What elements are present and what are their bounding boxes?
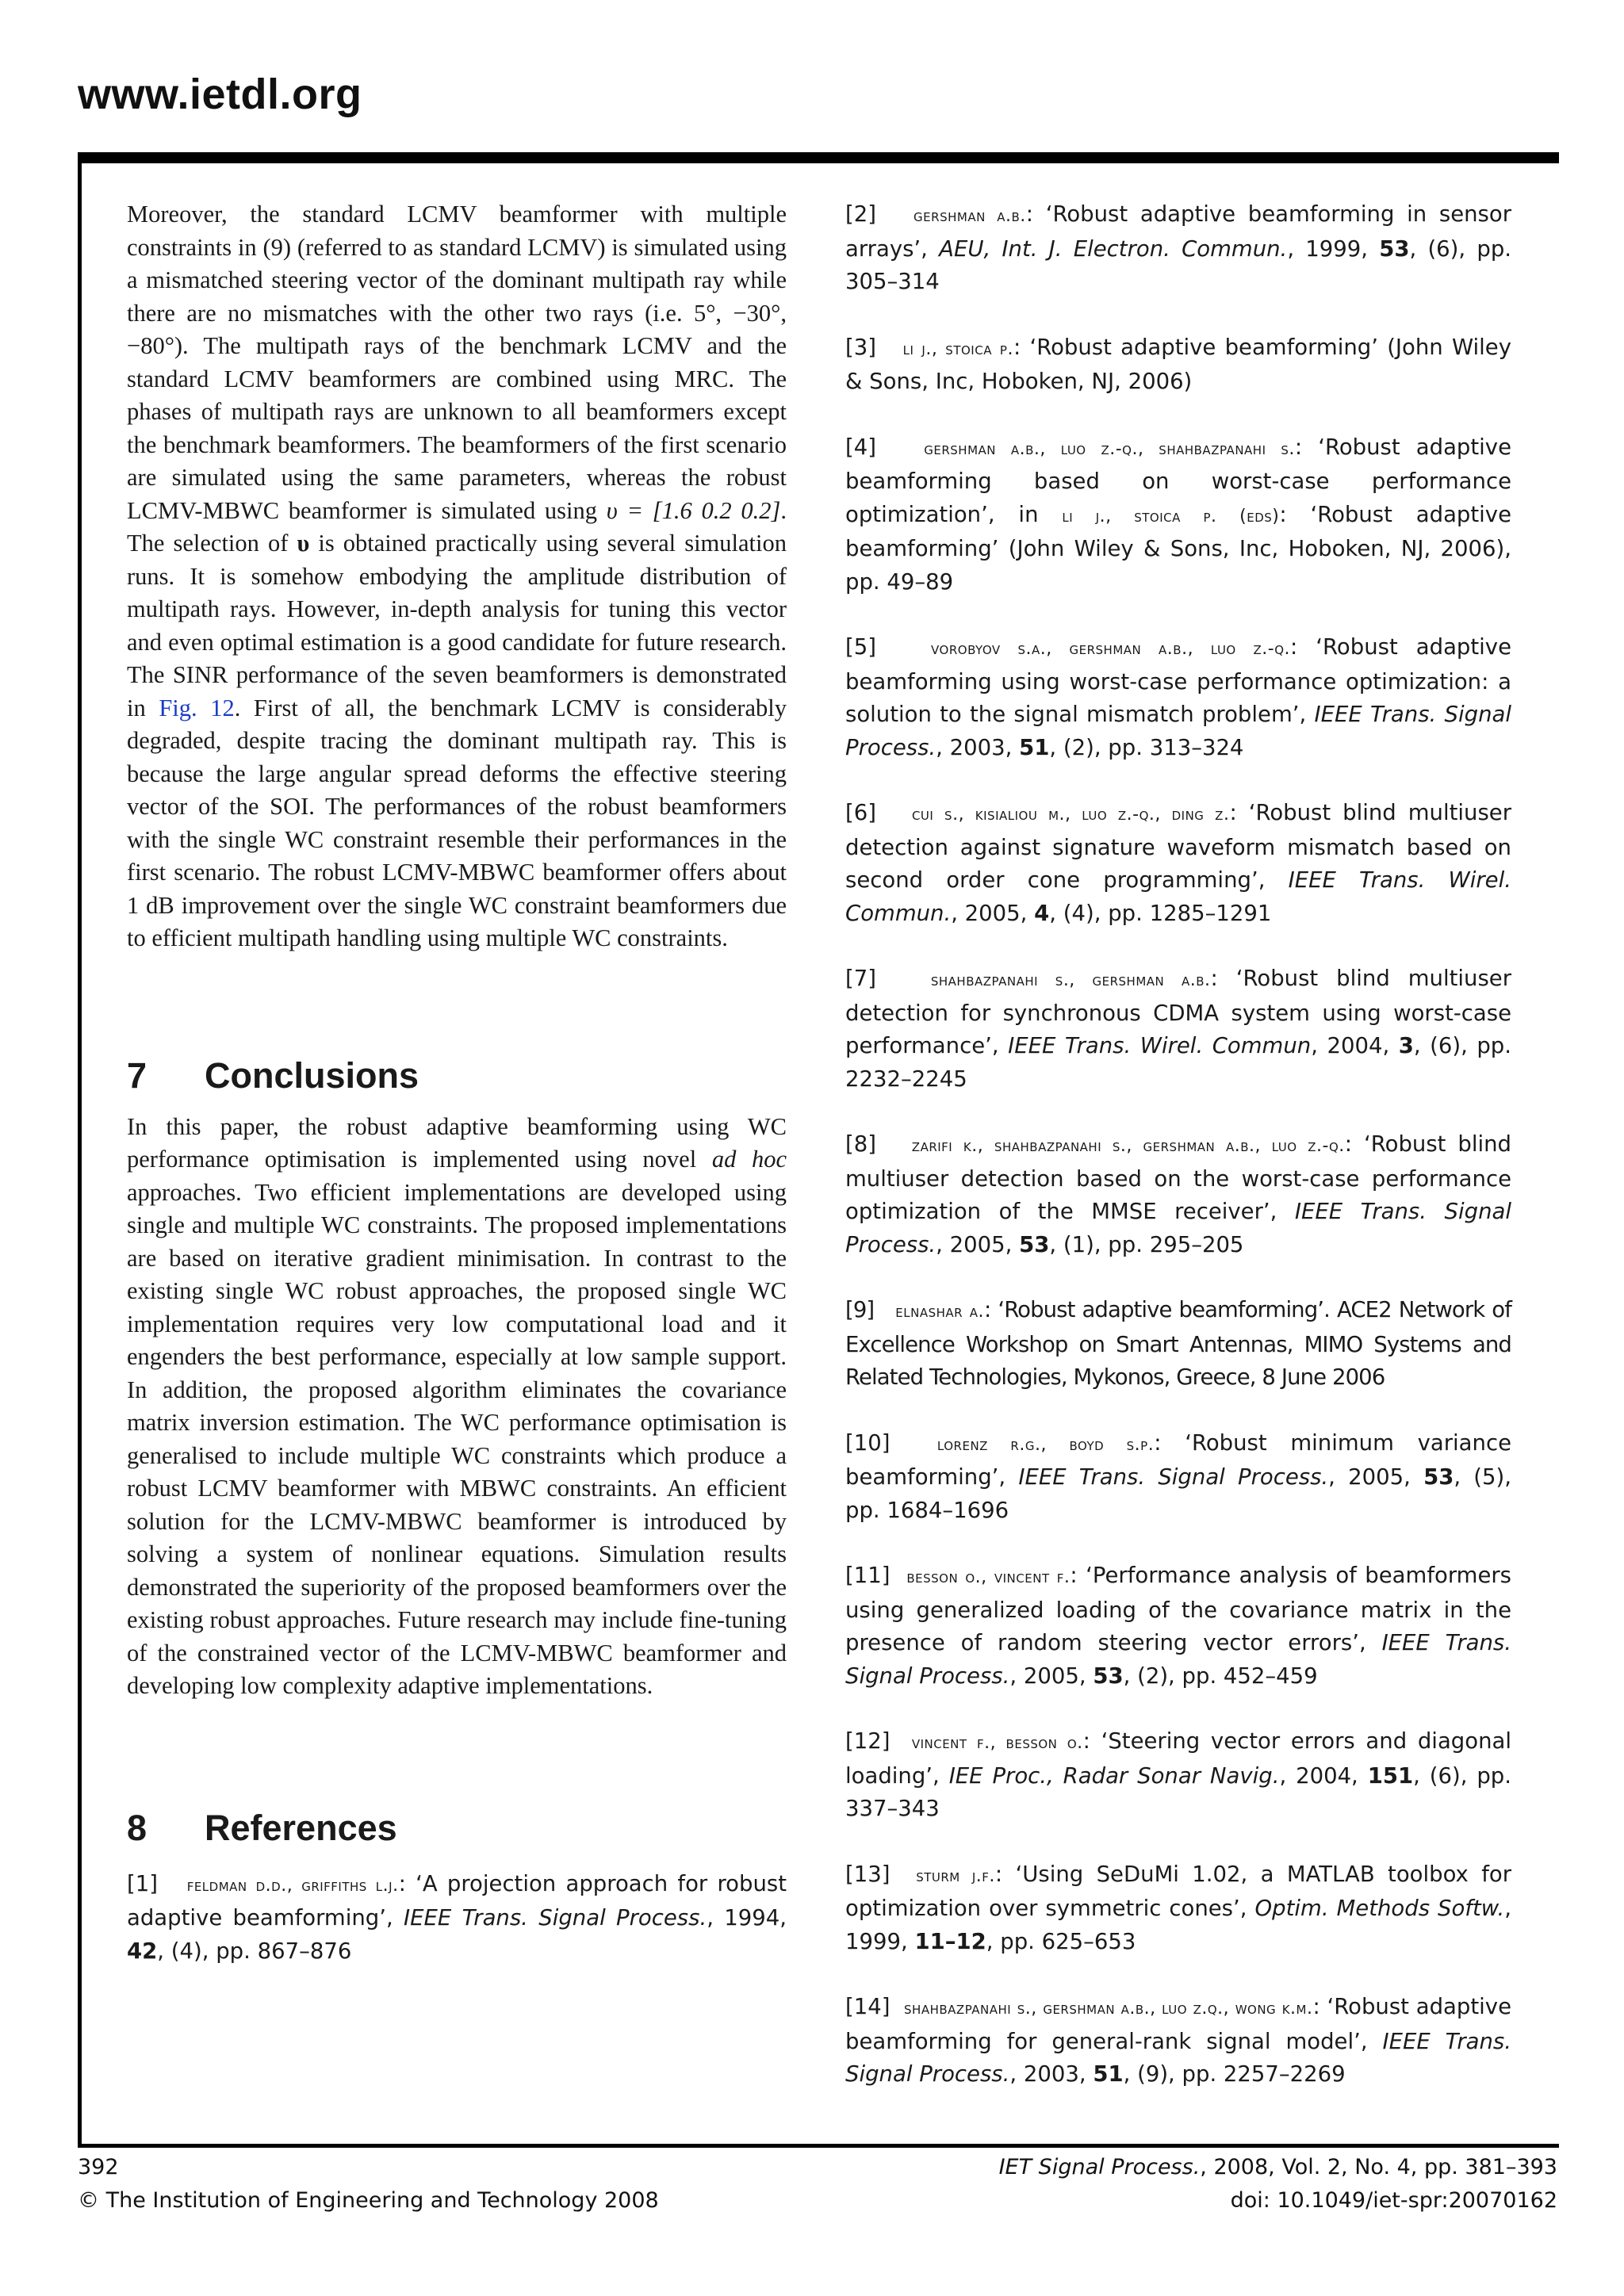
simulation-paragraph: Moreover, the standard LCMV beamformer with multiple constraints in (9) (referred to as standard LCMV) is simulated using a mismatched steering vector of the dominant multipath ray while there are no mismatches with the other two rays (i.e. 5°, −30°, −80°). The multipath rays of the benchmark LCMV and the standard LCMV beamformers are combined using MRC. The phases of multipath rays are unknown to all beamformers except the benchmark beamformers. The beamformers of the first scenario are simulated using the same parameters, whereas the robust LCMV-MBWC beamformer is simulated using υ = [1.6 0.2 0.2]. The selection of υ is obtained practically using several simulation runs. It is somehow embodying the amplitude distribution of multipath rays. However, in-depth analysis for tuning this vector and even optimal estimation is a good candidate for future research. The SINR performance of the seven beamformers is demonstrated in Fig. 12. First of all, the benchmark LCMV is considerably degraded, despite tracing the dominant multipath ray. This is because the large angular spread deforms the effective steering vector of the SOI. The performances of the robust beamformers with the single WC constraint resemble their performances in the first scenario. The robust LCMV-MBWC beamformer offers about 1 dB improvement over the single WC constraint beamformers due to efficient multipath handling using multiple WC constraints. bbox=[127, 201, 787, 951]
section-references-heading: 8 References bbox=[127, 1807, 397, 1848]
site-url-header: www.ietdl.org bbox=[78, 71, 362, 118]
reference-11: [11] besson o., vincent f.: ‘Performance analysis of beamformers using generalized loading of the covariance matrix in the presence of random steering vector errors’, IEEE Trans. Signal Process., 2005, 53, (2), pp. 452–459 bbox=[845, 1563, 1511, 1689]
journal-citation: IET Signal Process., 2008, Vol. 2, No. 4, pp. 381–393 bbox=[998, 2155, 1557, 2179]
fig12-link[interactable]: Fig. 12 bbox=[159, 694, 235, 721]
bottom-rule bbox=[78, 2144, 1559, 2148]
reference-9: [9] elnashar a.: ‘Robust adaptive beamforming’. ACE2 Network of Excellence Workshop on Smart Antennas, MIMO Systems and Related Technologies, Mykonos, Greece, 8 June 2006 bbox=[845, 1297, 1511, 1390]
reference-8: [8] zarifi k., shahbazpanahi s., gershman a.b., luo z.-q.: ‘Robust blind multiuser detection based on the worst-case performance optimization of the MMSE receiver’, IEEE Trans. Signal Process., 2005, 53, (1), pp. 295–205 bbox=[845, 1131, 1511, 1257]
reference-10: [10] lorenz r.g., boyd s.p.: ‘Robust minimum variance beamforming’, IEEE Trans. Signal Process., 2005, 53, (5), pp. 1684–1696 bbox=[845, 1429, 1511, 1523]
conclusions-paragraph: In this paper, the robust adaptive beamforming using WC performance optimisation is implemented using novel ad hoc approaches. Two efficient implementations are developed using single and multiple WC constraints. The proposed implementations are based on iterative gradient minimisation. In contrast to the existing single WC robust approaches, the proposed single WC implementation requires very low computational load and it engenders the best performance, especially at low sample support. In addition, the proposed algorithm eliminates the covariance matrix inversion estimation. The WC performance optimisation is generalised to include multiple WC constraints which produce a robust LCMV beamformer with MBWC constraints. An efficient solution for the LCMV-MBWC beamformer is introduced by solving a system of nonlinear equations. Simulation results demonstrated the superiority of the proposed beamformers over the existing robust approaches. Future research may include fine-tuning of the constrained vector of the LCMV-MBWC beamformer and developing low complexity adaptive implementations. bbox=[127, 1112, 787, 1699]
section-conclusions-heading: 7 Conclusions bbox=[127, 1054, 419, 1096]
reference-12: [12] vincent f., besson o.: ‘Steering vector errors and diagonal loading’, IEE Proc., Radar Sonar Navig., 2004, 151, (6), pp. 337–343 bbox=[845, 1728, 1511, 1821]
left-column bbox=[127, 198, 787, 2000]
reference-4: [4] gershman a.b., luo z.-q., shahbazpanahi s.: ‘Robust adaptive beamforming based on worst-case performance optimization’, in li j., stoica p. (eds): ‘Robust adaptive beamforming’ (John Wiley & Sons, Inc, Hoboken, NJ, 2006), pp. 49–89 bbox=[845, 434, 1511, 595]
reference-13: [13] sturm j.f.: ‘Using SeDuMi 1.02, a MATLAB toolbox for optimization over symmetric cones’, Optim. Methods Softw., 1999, 11–12, pp. 625–653 bbox=[845, 1861, 1512, 1954]
top-rule bbox=[78, 152, 1559, 163]
doi-line: doi: 10.1049/iet-spr:20070162 bbox=[1230, 2188, 1557, 2213]
reference-14: [14] shahbazpanahi s., gershman a.b., luo z.q., wong k.m.: ‘Robust adaptive beamforming for general-rank signal model’, IEEE Trans. Signal Process., 2003, 51, (9), pp. 2257–2269 bbox=[845, 1994, 1511, 2087]
reference-5: [5] vorobyov s.a., gershman a.b., luo z.-q.: ‘Robust adaptive beamforming using worst-case performance optimization: a solution to the signal mismatch problem’, IEEE Trans. Signal Process., 2003, 51, (2), pp. 313–324 bbox=[845, 634, 1511, 760]
right-column bbox=[845, 198, 1511, 2124]
reference-7: [7] shahbazpanahi s., gershman a.b.: ‘Robust blind multiuser detection for synchronous CDMA system using worst-case performance’, IEEE Trans. Wirel. Commun, 2004, 3, (6), pp. 2232–2245 bbox=[845, 966, 1512, 1092]
reference-1: [1] feldman d.d., griffiths l.j.: ‘A projection approach for robust adaptive beamforming’, IEEE Trans. Signal Process., 1994, 42, (4), pp. 867–876 bbox=[127, 1870, 787, 1964]
copyright-line: © The Institution of Engineering and Technology 2008 bbox=[78, 2188, 659, 2213]
reference-6: [6] cui s., kisialiou m., luo z.-q., ding z.: ‘Robust blind multiuser detection against signature waveform mismatch based on second order cone programming’, IEEE Trans. Wirel. Commun., 2005, 4, (4), pp. 1285–1291 bbox=[845, 800, 1512, 926]
reference-2: [2] gershman a.b.: ‘Robust adaptive beamforming in sensor arrays’, AEU, Int. J. Electron. Commun., 1999, 53, (6), pp. 305–314 bbox=[845, 201, 1512, 294]
reference-3: [3] li j., stoica p.: ‘Robust adaptive beamforming’ (John Wiley & Sons, Inc, Hoboken, NJ, 2006) bbox=[845, 334, 1512, 394]
page-number: 392 bbox=[78, 2155, 119, 2179]
